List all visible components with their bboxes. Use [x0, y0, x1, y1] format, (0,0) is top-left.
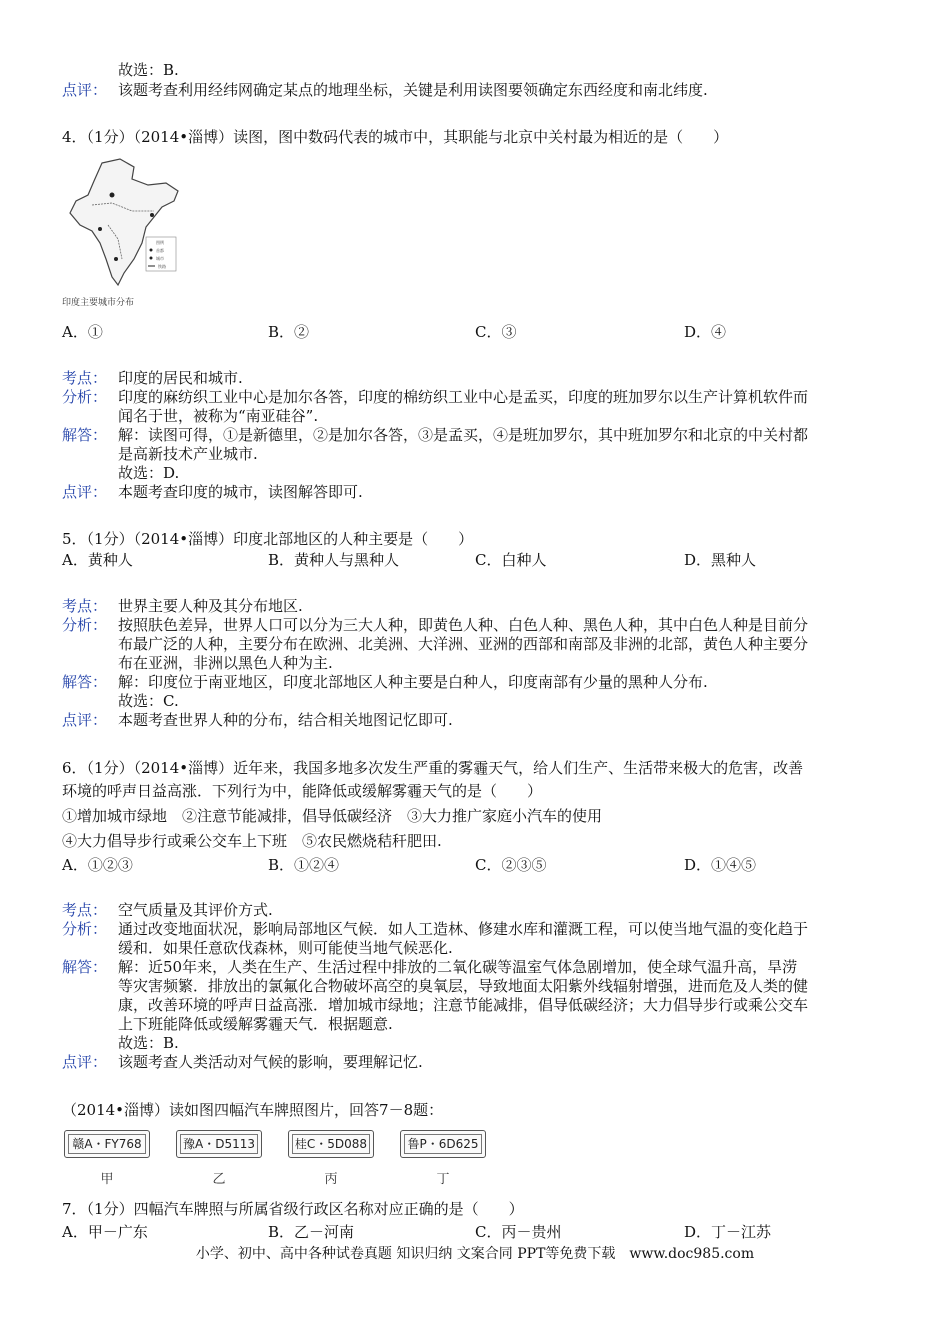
- q4-kaodian-label: 考点：: [62, 369, 108, 387]
- q5-stem: 5．（1分）（2014•淄博）印度北部地区的人种主要是（ ）: [62, 530, 474, 548]
- map-legend-railway: 铁路: [158, 264, 166, 269]
- plate-caption: 丙: [324, 1172, 338, 1187]
- q6-jieda-line2: 等灾害频繁．排放出的氯氟化合物破坏高空的臭氧层，导致地面太阳紫外线辐射增强，进而危及人类的健: [118, 977, 809, 995]
- q4-kaodian: 印度的居民和城市.: [118, 369, 243, 387]
- q6-jieda-line1: 解：近50年来，人类在生产、生活过程中排放的二氧化碳等温室气体急剧增加，使全球气温升高，旱涝: [118, 958, 798, 976]
- q5-option-c: C．白种人: [475, 551, 547, 569]
- plate-caption: 乙: [212, 1172, 226, 1187]
- map-legend-title: 图例: [156, 240, 164, 245]
- q4-option-d: D．④: [684, 323, 727, 341]
- q4-jieda-line3: 故选：D.: [118, 464, 180, 482]
- q5-dianping-label: 点评：: [62, 711, 108, 729]
- q4-option-a: A．①: [62, 323, 103, 341]
- page-footer: 小学、初中、高中各种试卷真题 知识归纳 文案合同 PPT等免费下载 www.doc985.com: [195, 1246, 755, 1262]
- q4-fenxi-label: 分析：: [62, 388, 108, 406]
- q6-jieda-line5: 故选：B.: [118, 1034, 179, 1052]
- q4-stem: 4．（1分）（2014•淄博）读图，图中数码代表的城市中，其职能与北京中关村最为相近的是（ ）: [62, 128, 729, 146]
- q6-items-line2: ④大力倡导步行或乘公交车上下班 ⑤农民燃烧秸秆肥田.: [62, 832, 442, 850]
- q4-jieda-line1: 解：读图可得，①是新德里，②是加尔各答，③是孟买，④是班加罗尔，其中班加罗尔和北京的中关村都: [118, 426, 809, 444]
- q4-dianping-label: 点评：: [62, 483, 108, 501]
- prev-answer: 故选：B.: [118, 61, 179, 79]
- map-legend-city: 城市: [156, 256, 164, 261]
- license-plate-yi: [176, 1130, 262, 1158]
- comment-label: 点评：: [62, 81, 108, 99]
- q78-intro: （2014•淄博）读如图四幅汽车牌照图片，回答7－8题：: [62, 1101, 444, 1119]
- q5-option-d: D．黑种人: [684, 551, 757, 569]
- plate-text: 桂C・5D088: [292, 1134, 370, 1154]
- q6-fenxi-label: 分析：: [62, 920, 108, 938]
- q6-fenxi-line2: 缓和．如果任意砍伐森林，则可能使当地气候恶化.: [118, 939, 453, 957]
- q6-dianping-label: 点评：: [62, 1053, 108, 1071]
- q6-jieda-label: 解答：: [62, 958, 108, 976]
- q5-kaodian: 世界主要人种及其分布地区.: [118, 597, 303, 615]
- license-plate-bing: [288, 1130, 374, 1158]
- q5-fenxi-label: 分析：: [62, 616, 108, 634]
- q5-fenxi-line2: 布最广泛的人种，主要分布在欧洲、北美洲、大洋洲、亚洲的西部和南部及非洲的北部，黄色人种主要分: [118, 635, 809, 653]
- q4-option-b: B．②: [268, 323, 310, 341]
- q5-dianping: 本题考查世界人种的分布，结合相关地图记忆即可.: [118, 711, 453, 729]
- q6-dianping: 该题考查人类活动对气候的影响，要理解记忆.: [118, 1053, 423, 1071]
- q7-option-a: A．甲－广东: [62, 1223, 148, 1241]
- q7-stem: 7．（1分）四幅汽车牌照与所属省级行政区名称对应正确的是（ ）: [62, 1200, 524, 1218]
- q6-option-d: D．①④⑤: [684, 856, 757, 874]
- q5-option-b: B．黄种人与黑种人: [268, 551, 400, 569]
- q5-jieda-line1: 解：印度位于南亚地区，印度北部地区人种主要是白种人，印度南部有少量的黑种人分布.: [118, 673, 708, 691]
- q4-fenxi-line1: 印度的麻纺织工业中心是加尔各答，印度的棉纺织工业中心是孟买，印度的班加罗尔以生产计算机软件而: [118, 388, 809, 406]
- q4-jieda-line2: 是高新技术产业城市.: [118, 445, 258, 463]
- q4-option-c: C．③: [475, 323, 517, 341]
- india-map-figure: [62, 155, 192, 310]
- q6-stem-line1: 6．（1分）（2014•淄博）近年来，我国多地多次发生严重的雾霾天气，给人们生产、生活带来极大的危害，改善: [62, 759, 804, 777]
- q6-fenxi-line1: 通过改变地面状况，影响局部地区气候．如人工造林、修建水库和灌溉工程，可以使当地气温的变化趋于: [118, 920, 809, 938]
- q6-option-a: A．①②③: [62, 856, 133, 874]
- q6-jieda-line3: 康，改善环境的呼声日益高涨．增加城市绿地；注意节能减排，倡导低碳经济；大力倡导步行或乘公交车: [118, 996, 809, 1014]
- plate-text: 豫A・D5113: [180, 1134, 258, 1154]
- q5-jieda-label: 解答：: [62, 673, 108, 691]
- license-plate-ding: [400, 1130, 486, 1158]
- q6-stem-line2: 环境的呼声日益高涨．下列行为中，能降低或缓解雾霾天气的是（ ）: [62, 782, 543, 800]
- q7-option-d: D．丁－江苏: [684, 1223, 772, 1241]
- q4-jieda-label: 解答：: [62, 426, 108, 444]
- plate-caption: 甲: [100, 1172, 114, 1187]
- q5-option-a: A．黄种人: [62, 551, 133, 569]
- q5-kaodian-label: 考点：: [62, 597, 108, 615]
- plate-text: 鲁P・6D625: [404, 1134, 482, 1154]
- q6-option-b: B．①②④: [268, 856, 340, 874]
- plate-caption: 丁: [436, 1172, 450, 1187]
- q6-option-c: C．②③⑤: [475, 856, 547, 874]
- map-legend-capital: 首都: [156, 248, 164, 253]
- q4-dianping: 本题考查印度的城市，读图解答即可.: [118, 483, 363, 501]
- q5-fenxi-line1: 按照肤色差异，世界人口可以分为三大人种，即黄色人种、白色人种、黑色人种，其中白色人种是目前分: [118, 616, 809, 634]
- q7-option-c: C．丙－贵州: [475, 1223, 562, 1241]
- q5-jieda-line2: 故选：C.: [118, 692, 179, 710]
- q7-option-b: B．乙－河南: [268, 1223, 355, 1241]
- license-plate-jia: [64, 1130, 150, 1158]
- q6-kaodian-label: 考点：: [62, 901, 108, 919]
- comment-text: 该题考查利用经纬网确定某点的地理坐标，关键是利用读图要领确定东西经度和南北纬度.: [118, 81, 708, 99]
- q6-jieda-line4: 上下班能降低或缓解雾霾天气．根据题意.: [118, 1015, 393, 1033]
- india-map-image: [62, 155, 192, 310]
- plate-text: 赣A・FY768: [68, 1134, 146, 1154]
- map-caption: 印度主要城市分布: [62, 298, 135, 308]
- q6-items-line1: ①增加城市绿地 ②注意节能减排，倡导低碳经济 ③大力推广家庭小汽车的使用: [62, 807, 603, 825]
- q4-fenxi-line2: 闻名于世，被称为“南亚硅谷”.: [118, 407, 319, 425]
- q5-fenxi-line3: 布在亚洲，非洲以黑色人种为主.: [118, 654, 333, 672]
- q6-kaodian: 空气质量及其评价方式.: [118, 901, 273, 919]
